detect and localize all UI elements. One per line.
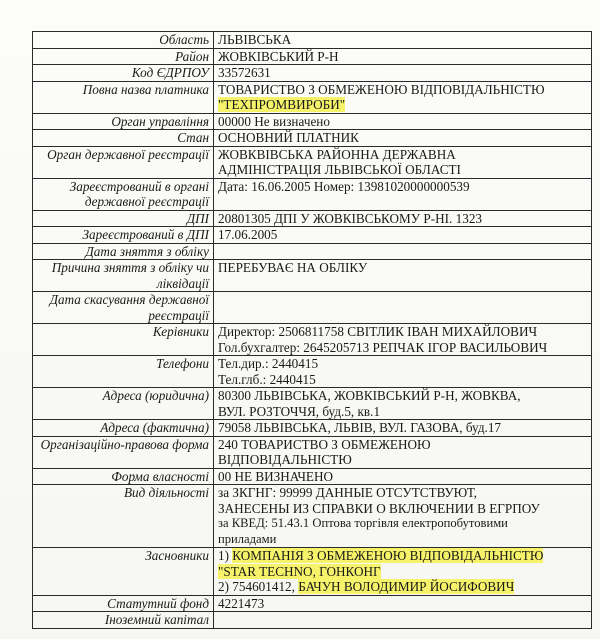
value-text: ТОВАРИСТВО З ОБМЕЖЕНОЮ ВІДПОВІДАЛЬНІСТЮ <box>218 81 545 97</box>
field-value <box>214 356 592 388</box>
field-value <box>214 388 592 420</box>
registry-table-body <box>33 32 592 629</box>
table-row <box>33 436 592 468</box>
value-line <box>218 372 587 388</box>
field-value <box>214 65 592 82</box>
field-label: Код ЄДРПОУ <box>33 65 214 82</box>
field-label: Зареєстрований в ДПІ <box>33 227 214 244</box>
value-text: ЗАНЕСЕНЫ ИЗ СПРАВКИ О ВКЛЮЧЕНИИ В ЕГРПОУ <box>218 500 540 516</box>
field-value <box>214 48 592 65</box>
table-row <box>33 485 592 548</box>
value-text: 00000 Не визначено <box>218 113 330 129</box>
table-row <box>33 178 592 210</box>
field-label: Зареєстрований в органі державної реєстрації <box>33 178 214 210</box>
value-text: 80300 ЛЬВІВСЬКА, ЖОВКІВСЬКИЙ Р-Н, ЖОВКВА, <box>218 388 521 403</box>
field-value <box>214 32 592 49</box>
field-label: Статутний фонд <box>33 595 214 612</box>
value-line <box>218 437 587 453</box>
value-line <box>218 211 587 227</box>
value-text: 79058 ЛЬВІВСЬКА, ЛЬВІВ, ВУЛ. ГАЗОВА, буд.17 <box>218 420 502 435</box>
field-label: Вид діяльності <box>33 485 214 548</box>
field-label: Телефони <box>33 356 214 388</box>
field-value <box>214 612 592 629</box>
value-text: Тел.глб.: 2440415 <box>218 371 316 387</box>
field-value <box>214 227 592 244</box>
field-label: Повна назва платника <box>33 81 214 113</box>
value-line <box>218 162 587 178</box>
value-text: 00 НЕ ВИЗНАЧЕНО <box>218 468 334 484</box>
field-label: Засновники <box>33 548 214 596</box>
field-label: Адреса (фактична) <box>33 420 214 437</box>
value-text: за КВЕД: 51.43.1 Оптова торгівля електропобутовими <box>218 516 508 530</box>
field-label: ДПІ <box>33 210 214 227</box>
value-line <box>218 501 587 517</box>
field-value <box>214 292 592 324</box>
value-text: ВІДПОВІДАЛЬНІСТЮ <box>218 452 352 467</box>
value-text: 240 ТОВАРИСТВО З ОБМЕЖЕНОЮ <box>218 436 431 452</box>
field-label: Іноземний капітал <box>33 612 214 629</box>
field-value <box>214 243 592 260</box>
value-text: за ЗКГНГ: 99999 ДАННЫЕ ОТСУТСТВУЮТ, <box>218 485 477 500</box>
value-text: Дата: 16.06.2005 Номер: 13981020000000539 <box>218 178 470 194</box>
value-text: ОСНОВНИЙ ПЛАТНИК <box>218 130 359 145</box>
value-line <box>218 340 587 356</box>
value-line <box>218 532 587 548</box>
value-line <box>218 179 587 195</box>
value-text: ВУЛ. РОЗТОЧЧЯ, буд.5, кв.1 <box>218 403 381 419</box>
field-label: Стан <box>33 130 214 147</box>
value-line <box>218 452 587 468</box>
value-line <box>218 356 587 372</box>
value-line <box>218 32 587 48</box>
value-line <box>218 324 587 340</box>
registry-table <box>32 31 592 629</box>
field-value <box>214 468 592 485</box>
value-line <box>218 49 587 65</box>
value-line <box>218 82 587 98</box>
value-line <box>218 485 587 501</box>
value-text: 20801305 ДПІ У ЖОВКІВСЬКОМУ Р-НІ. 1323 <box>218 210 483 226</box>
value-line <box>218 596 587 612</box>
table-row <box>33 324 592 356</box>
value-text: 17.06.2005 <box>218 227 278 242</box>
field-value <box>214 485 592 548</box>
table-row <box>33 612 592 629</box>
value-text: Гол.бухгалтер: 2645205713 РЕПЧАК ІГОР ВАСИЛЬОВИЧ <box>218 339 548 355</box>
field-value <box>214 260 592 292</box>
value-text: ЖОВКІВСЬКИЙ Р-Н <box>218 48 339 64</box>
value-text: ЛЬВІВСЬКА <box>218 32 292 47</box>
value-text: приладами <box>218 531 277 546</box>
field-value <box>214 130 592 147</box>
value-line <box>218 130 587 146</box>
value-line <box>218 114 587 130</box>
field-label: Орган управління <box>33 113 214 130</box>
field-label: Керівники <box>33 324 214 356</box>
table-row <box>33 595 592 612</box>
table-row <box>33 130 592 147</box>
value-line <box>218 564 587 580</box>
field-label: Область <box>33 32 214 49</box>
field-label: Організаційно-правова форма <box>33 436 214 468</box>
field-label: Орган державної реєстрації <box>33 146 214 178</box>
value-line <box>218 420 587 436</box>
field-label: Форма власності <box>33 468 214 485</box>
field-value <box>214 420 592 437</box>
value-line <box>218 260 587 276</box>
table-row <box>33 388 592 420</box>
table-row <box>33 356 592 388</box>
field-value <box>214 436 592 468</box>
field-value <box>214 548 592 596</box>
field-label: Дата зняття з обліку <box>33 243 214 260</box>
value-text: 1) <box>218 548 233 563</box>
field-label: Причина зняття з обліку чи ліквідації <box>33 260 214 292</box>
table-row <box>33 548 592 596</box>
field-value <box>214 178 592 210</box>
value-text: 4221473 <box>218 595 265 611</box>
value-text: ЖОВКВІВСЬКА РАЙОННА ДЕРЖАВНА <box>218 146 456 162</box>
value-line <box>218 404 587 420</box>
field-value <box>214 113 592 130</box>
table-row <box>33 260 592 292</box>
highlighted-text: КОМПАНІЯ З ОБМЕЖЕНОЮ ВІДПОВІДАЛЬНІСТЮ <box>232 548 544 563</box>
table-row <box>33 243 592 260</box>
table-row <box>33 113 592 130</box>
field-value <box>214 324 592 356</box>
value-line <box>218 147 587 163</box>
field-value <box>214 81 592 113</box>
table-row <box>33 227 592 244</box>
field-value <box>214 595 592 612</box>
field-label: Адреса (юридична) <box>33 388 214 420</box>
value-text: АДМІНІСТРАЦІЯ ЛЬВІВСЬКОЇ ОБЛАСТІ <box>218 162 461 177</box>
value-line <box>218 469 587 485</box>
table-row <box>33 420 592 437</box>
value-text: 33572631 <box>218 65 271 80</box>
table-row <box>33 48 592 65</box>
table-row <box>33 81 592 113</box>
table-row <box>33 65 592 82</box>
value-line <box>218 548 587 564</box>
highlighted-text: "STAR TECHNO, ГОНКОНГ <box>218 563 381 579</box>
value-line <box>218 97 587 113</box>
field-value <box>214 210 592 227</box>
value-line <box>218 227 587 243</box>
value-line <box>218 516 587 532</box>
highlighted-text: "ТЕХПРОМВИРОБИ" <box>218 97 346 112</box>
value-line <box>218 388 587 404</box>
table-row <box>33 210 592 227</box>
field-label: Дата скасування державної реєстрації <box>33 292 214 324</box>
field-value <box>214 146 592 178</box>
value-line <box>218 579 587 595</box>
table-row <box>33 468 592 485</box>
field-label: Район <box>33 48 214 65</box>
value-line <box>218 65 587 81</box>
highlighted-text: БАЧУН ВОЛОДИМИР ЙОСИФОВИЧ <box>298 579 515 594</box>
table-row <box>33 32 592 49</box>
table-row <box>33 146 592 178</box>
table-row <box>33 292 592 324</box>
value-text: ПЕРЕБУВАЄ НА ОБЛІКУ <box>218 260 368 275</box>
value-text: 2) 754601412, <box>218 579 299 594</box>
value-text: Тел.дир.: 2440415 <box>218 356 319 371</box>
value-text: Директор: 2506811758 СВІТЛИК ІВАН МИХАЙЛОВИЧ <box>218 324 538 339</box>
